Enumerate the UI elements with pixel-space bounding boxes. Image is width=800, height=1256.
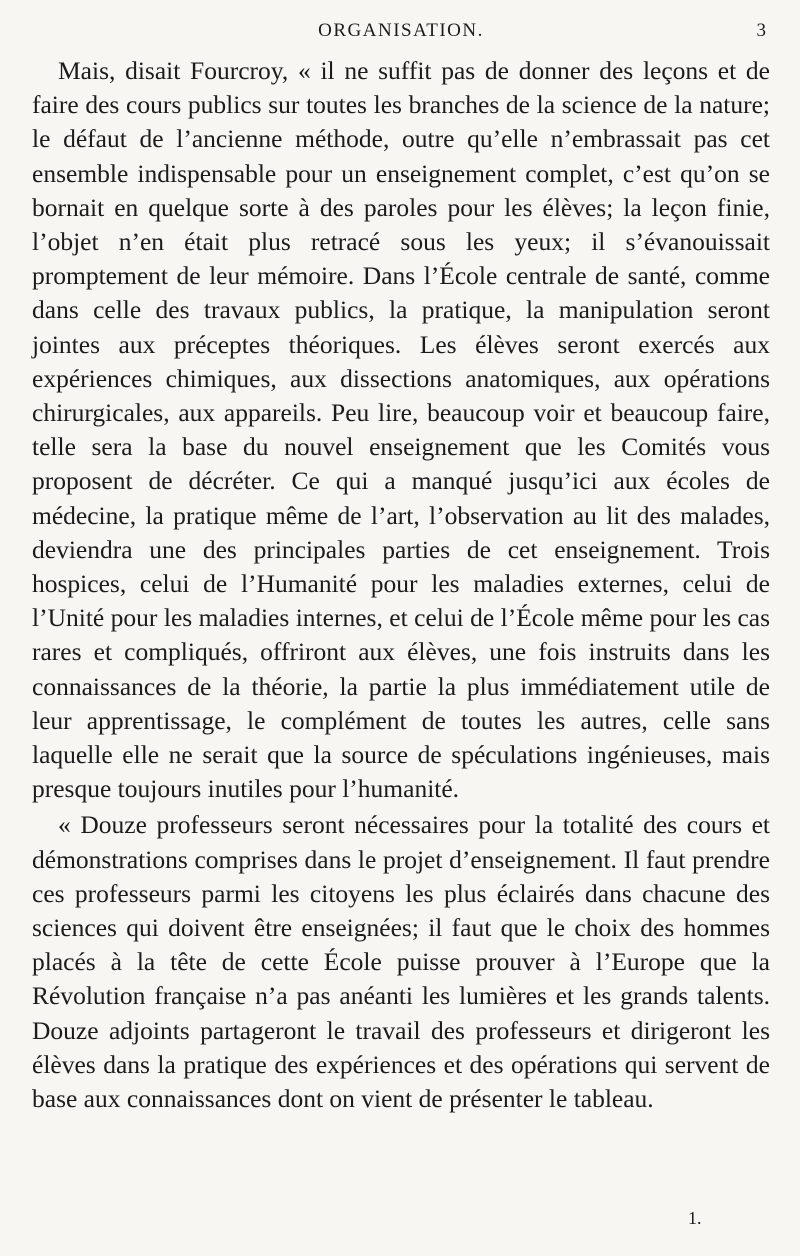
running-header xyxy=(32,20,770,50)
signature-mark: 1. xyxy=(688,1208,702,1228)
running-title: ORGANISATION. xyxy=(318,20,484,41)
paragraph-1: Mais, disait Fourcroy, « il ne suffit pas de donner des leçons et de faire des cours publics sur toutes les branches de la science de la nature; le défaut de l’ancienne méthode, outre qu’elle n’embrassait pas cet ensemble indispensable pour un enseignement complet, c’est qu’on se bornait en quelque sorte à des paroles pour les élèves; la leçon finie, l’objet n’en était plus retracé sous les yeux; il s’évanouissait promptement de leur mémoire. Dans l’École centrale de santé, comme dans celle des travaux publics, la pratique, la manipulation seront jointes aux préceptes théoriques. Les élèves seront exercés aux expériences chimiques, aux dissections anatomiques, aux opérations chirurgicales, aux appareils. Peu lire, beaucoup voir et beaucoup faire, telle sera la base du nouvel enseignement que les Comités vous proposent de décréter. Ce qui a manqué jusqu’ici aux écoles de médecine, la pratique même de l’art, l’observation au lit des malades, deviendra une des principales parties de cet enseignement. Trois hospices, celui de l’Humanité pour les maladies externes, celui de l’Unité pour les maladies internes, et celui de l’École même pour les cas rares et compliqués, offriront aux élèves, une fois instruits dans les connaissances de la théorie, la partie la plus immédiatement utile de leur apprentissage, le complément de toutes les autres, celle sans laquelle elle ne serait que la source de spéculations ingénieuses, mais presque toujours inutiles pour l’humanité. xyxy=(32,56,770,804)
body-text xyxy=(32,54,770,1116)
page-number: 3 xyxy=(756,20,766,41)
paragraph-2: « Douze professeurs seront nécessaires pour la totalité des cours et démonstrations comprises dans le projet d’enseignement. Il faut prendre ces professeurs parmi les citoyens les plus éclairés dans chacune des sciences qui doivent être enseignées; il faut que le choix des hommes placés à la tête de cette École puisse prouver à l’Europe que la Révolution française n’a pas anéanti les lumières et les grands talents. Douze adjoints partageront le travail des professeurs et dirigeront les élèves dans la pratique des expériences et des opérations qui servent de base aux connaissances dont on vient de présenter le tableau. xyxy=(32,810,770,1114)
